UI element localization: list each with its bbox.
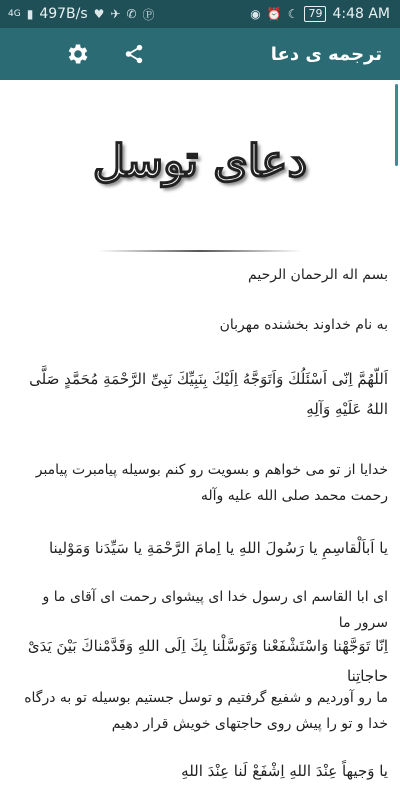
paragraph-arabic-2: یا اَباَلْقاسِمِ یا رَسُولَ اللهِ یا اِمامَ الرَّحْمَةِ یا سَیِّدَنا وَمَوْلینا (48, 539, 388, 557)
clock: 4:48 AM (332, 6, 390, 22)
heading-divider (98, 250, 302, 252)
paragraph-basmala: بسم اله الرحمان الرحیم (248, 267, 388, 283)
heart-icon: ♥ (93, 7, 105, 21)
paragraph-arabic-4: یا وَجیهاً عِنْدَ اللهِ اِشْفَعْ لَنا عِنْدَ اللهِ (181, 762, 388, 780)
status-bar-right (250, 6, 400, 22)
share-icon (123, 43, 145, 65)
signal-indicator: 4G (8, 8, 21, 19)
paragraph-basmala-translation: به نام خداوند بخشنده مهربان (219, 317, 388, 333)
app-bar (0, 28, 400, 80)
battery-indicator: 79 (304, 6, 326, 22)
paragraph-arabic-1: اَللّهُمَّ اِنّی اَسْئَلُكَ وَاَتَوَجَّهُ اِلَیْكَ بِنَبِیِّكَ نَبِیِّ الرَّحْمَةِ مُحَمَّدٍ صَلَّی اللهُ عَلَیْهِ وَآلِهِ (29, 370, 388, 418)
eye-icon: ◉ (250, 7, 261, 21)
pinterest-icon: Ⓟ (142, 7, 155, 22)
settings-button[interactable] (64, 40, 92, 68)
moon-icon: ☾ (287, 7, 299, 21)
app-bar-actions (0, 40, 148, 68)
alarm-icon: ⏰ (266, 7, 282, 21)
paragraph-translation-3: ما رو آوردیم و شفیع گرفتیم و توسل جستیم بوسیله تو به درگاه خدا و تو را پیش روی حاجتهای خویش قرار دهیم (24, 690, 388, 732)
paragraph-arabic-3: اِنّا تَوَجَّهْنا وَاسْتَشْفَعْنا وَتَوَسَّلْنا بِكَ اِلَی اللهِ وَقَدَّمْناكَ بَیْنَ یَدَیْ حاجاتِنا (27, 637, 388, 685)
status-bar (0, 0, 400, 28)
whatsapp-icon: ✆ (126, 7, 137, 21)
paragraph-translation-1: خدایا از تو می خواهم و بسویت رو کنم بوسیله پیامبرت پیامبر رحمت محمد صلی الله علیه وآله (35, 462, 388, 504)
document-view[interactable] (0, 80, 400, 800)
status-bar-left (0, 6, 155, 23)
app-bar-title: ترجمه ی دعا (270, 43, 382, 65)
document-heading: دعای توسل (92, 136, 308, 187)
network-speed: 497B/s (39, 6, 88, 22)
settings-icon (65, 41, 91, 67)
telegram-icon: ✈ (110, 7, 121, 21)
share-button[interactable] (120, 40, 148, 68)
paragraph-translation-2: ای ابا القاسم ای رسول خدا ای پیشوای رحمت ای آقای ما و سرور ما (42, 589, 388, 631)
signal-bars-icon: ▮ (26, 7, 34, 21)
